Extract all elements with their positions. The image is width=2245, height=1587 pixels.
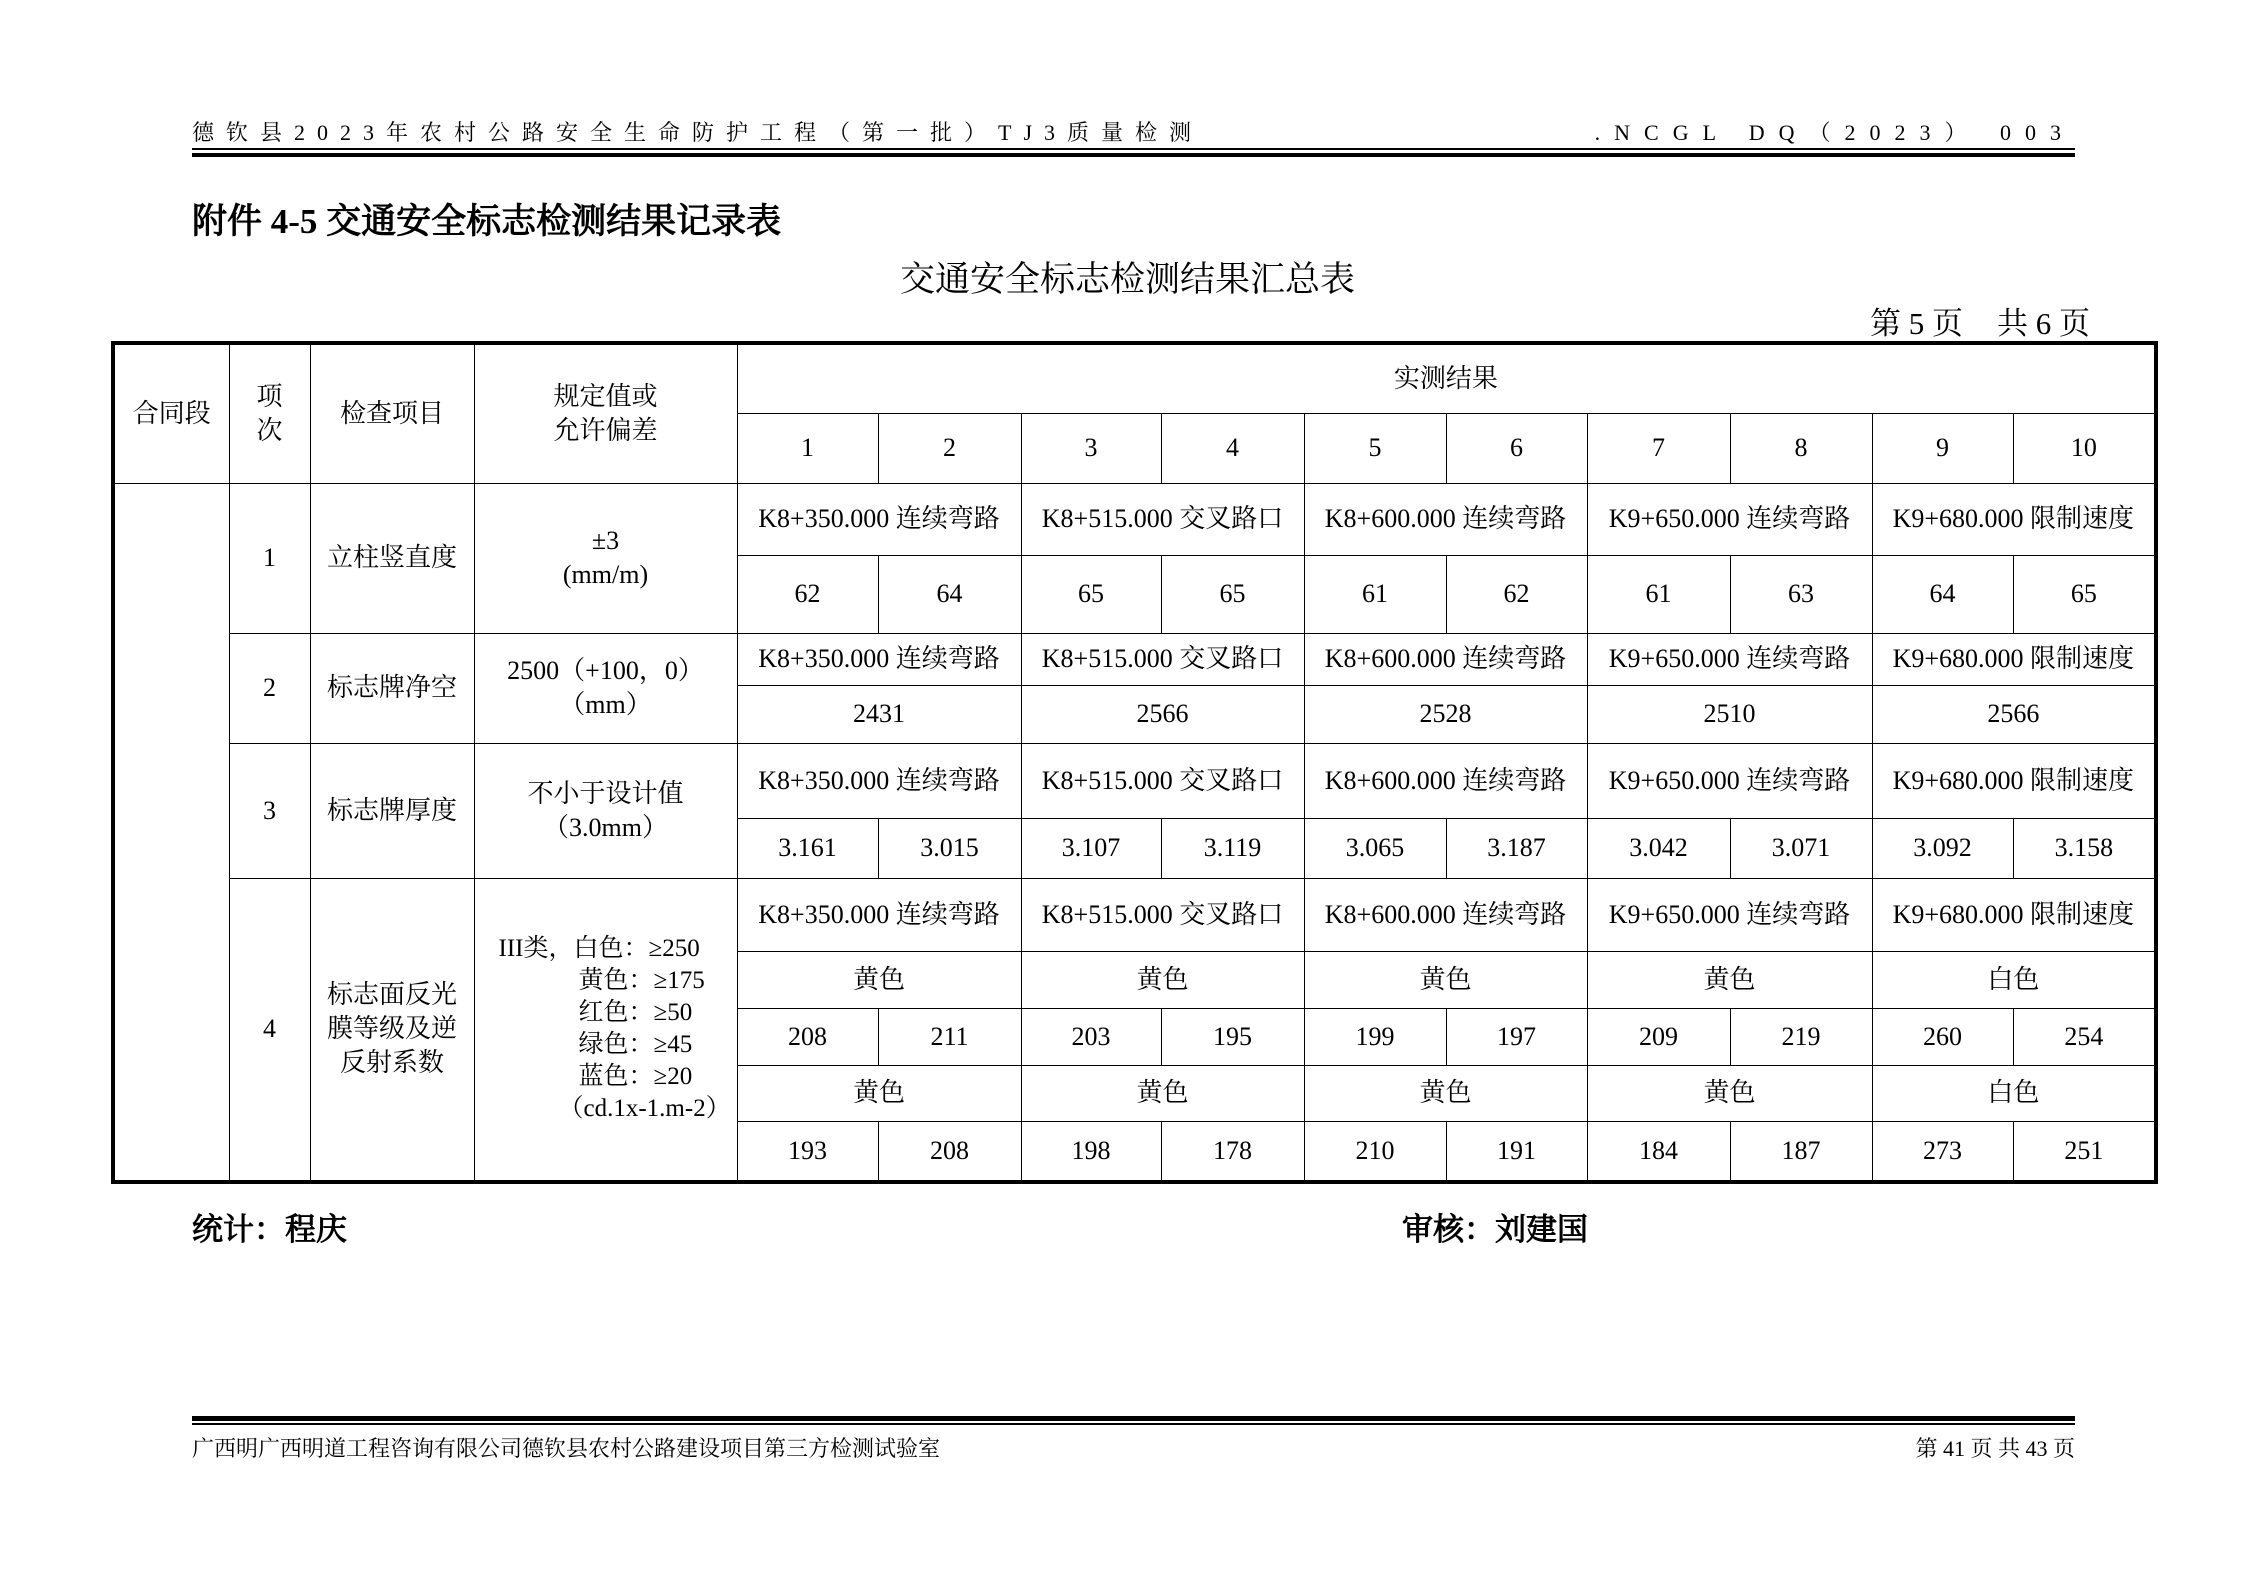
color-cell: 黄色 — [1021, 951, 1304, 1008]
value-cell: 62 — [737, 555, 878, 633]
table-row — [113, 633, 2156, 685]
header-col-1: 1 — [737, 413, 878, 483]
header-project: 德钦县2023年农村公路安全生命防护工程（第一批）TJ3质量检测 — [192, 120, 1204, 145]
value-cell: 65 — [1161, 555, 1304, 633]
header-divider — [192, 148, 2075, 157]
spec-line: （mm） — [559, 690, 652, 719]
location-cell: K8+600.000 连续弯路 — [1304, 878, 1587, 951]
header-section: 合同段 — [113, 343, 229, 483]
spec-line: 不小于设计值 — [527, 778, 684, 808]
value-cell: 62 — [1446, 555, 1587, 633]
item-name: 立柱竖直度 — [310, 483, 474, 633]
value-cell: 209 — [1587, 1008, 1730, 1065]
value-cell: 210 — [1304, 1121, 1446, 1182]
header-col-5: 5 — [1304, 413, 1446, 483]
location-cell: K8+600.000 连续弯路 — [1304, 633, 1587, 685]
spec-line: （cd.1x-1.m-2） — [558, 1095, 731, 1123]
color-cell: 黄色 — [1304, 951, 1587, 1008]
header-col-4: 4 — [1161, 413, 1304, 483]
reviewer-signature: 审核：刘建国 — [1402, 1212, 1588, 1247]
location-cell: K8+600.000 连续弯路 — [1304, 743, 1587, 818]
header-col-2: 2 — [878, 413, 1021, 483]
value-cell: 3.042 — [1587, 818, 1730, 878]
value-cell: 3.158 — [2013, 818, 2156, 878]
value-cell: 208 — [878, 1121, 1021, 1182]
value-cell: 3.065 — [1304, 818, 1446, 878]
spec-line: ±3 — [591, 526, 620, 555]
value-cell: 63 — [1730, 555, 1872, 633]
value-cell: 3.187 — [1446, 818, 1587, 878]
statistician-signature: 统计：程庆 — [192, 1212, 347, 1247]
location-cell: K9+650.000 连续弯路 — [1587, 633, 1872, 685]
value-cell: 208 — [737, 1008, 878, 1065]
value-cell: 3.107 — [1021, 818, 1161, 878]
item-no: 3 — [229, 743, 310, 878]
table-row — [113, 878, 2156, 951]
value-cell: 199 — [1304, 1008, 1446, 1065]
table-row — [113, 743, 2156, 818]
section-cell — [113, 483, 229, 1182]
value-cell: 3.161 — [737, 818, 878, 878]
item-spec — [474, 633, 737, 743]
value-cell: 203 — [1021, 1008, 1161, 1065]
color-cell: 黄色 — [1587, 1065, 1872, 1121]
location-cell: K9+650.000 连续弯路 — [1587, 743, 1872, 818]
value-cell: 64 — [878, 555, 1021, 633]
color-cell: 黄色 — [737, 1065, 1021, 1121]
header-col-9: 9 — [1872, 413, 2013, 483]
header-col-8: 8 — [1730, 413, 1872, 483]
running-header — [192, 116, 2075, 147]
header-col-10: 10 — [2013, 413, 2156, 483]
item-name: 标志牌净空 — [310, 633, 474, 743]
value-cell: 273 — [1872, 1121, 2013, 1182]
page-footer — [192, 1432, 2075, 1463]
value-cell: 3.071 — [1730, 818, 1872, 878]
header-item-no: 项次 — [229, 343, 310, 483]
location-cell: K8+350.000 连续弯路 — [737, 633, 1021, 685]
header-spec: 规定值或允许偏差 — [474, 343, 737, 483]
spec-line: (mm/m) — [562, 560, 649, 589]
annex-title: 附件 4-5 交通安全标志检测结果记录表 — [192, 202, 782, 241]
color-cell: 黄色 — [1587, 951, 1872, 1008]
value-cell: 193 — [737, 1121, 878, 1182]
location-cell: K9+680.000 限制速度 — [1872, 878, 2156, 951]
value-cell: 251 — [2013, 1121, 2156, 1182]
value-cell: 3.015 — [878, 818, 1021, 878]
spec-line: 绿色：≥45 — [578, 1031, 693, 1059]
footer-company: 广西明广西明道工程咨询有限公司德钦县农村公路建设项目第三方检测试验室 — [192, 1436, 941, 1461]
value-cell: 195 — [1161, 1008, 1304, 1065]
footer-page-number: 第 41 页 共 43 页 — [1915, 1436, 2075, 1461]
table-row — [113, 483, 2156, 555]
page-total: 共 6 页 — [1997, 306, 2090, 341]
header-check-item: 检查项目 — [310, 343, 474, 483]
item-no: 1 — [229, 483, 310, 633]
color-cell: 白色 — [1872, 951, 2156, 1008]
value-cell: 211 — [878, 1008, 1021, 1065]
value-cell: 260 — [1872, 1008, 2013, 1065]
table-title: 交通安全标志检测结果汇总表 — [899, 260, 1355, 299]
value-cell: 2510 — [1587, 685, 1872, 743]
header-col-7: 7 — [1587, 413, 1730, 483]
value-cell: 2566 — [1021, 685, 1304, 743]
location-cell: K8+350.000 连续弯路 — [737, 483, 1021, 555]
header-col-3: 3 — [1021, 413, 1161, 483]
item-no: 2 — [229, 633, 310, 743]
spec-line: 蓝色：≥20 — [578, 1063, 693, 1091]
value-cell: 3.119 — [1161, 818, 1304, 878]
value-cell: 2528 — [1304, 685, 1587, 743]
value-cell: 197 — [1446, 1008, 1587, 1065]
location-cell: K8+515.000 交叉路口 — [1021, 483, 1304, 555]
table-row — [113, 343, 2156, 413]
color-cell: 黄色 — [1021, 1065, 1304, 1121]
value-cell: 65 — [2013, 555, 2156, 633]
location-cell: K8+515.000 交叉路口 — [1021, 878, 1304, 951]
location-cell: K9+650.000 连续弯路 — [1587, 878, 1872, 951]
item-spec — [474, 743, 737, 878]
location-cell: K9+680.000 限制速度 — [1872, 743, 2156, 818]
location-cell: K8+350.000 连续弯路 — [737, 743, 1021, 818]
color-cell: 黄色 — [737, 951, 1021, 1008]
value-cell: 61 — [1587, 555, 1730, 633]
value-cell: 178 — [1161, 1121, 1304, 1182]
location-cell: K8+515.000 交叉路口 — [1021, 633, 1304, 685]
footer-divider — [192, 1416, 2075, 1425]
page-current: 第 5 页 — [1870, 306, 1963, 341]
item-spec — [474, 878, 737, 1182]
header-report-no: .NCGL DQ（2023） 003 — [1594, 120, 2075, 145]
value-cell: 191 — [1446, 1121, 1587, 1182]
value-cell: 2431 — [737, 685, 1021, 743]
value-cell: 2566 — [1872, 685, 2156, 743]
location-cell: K8+350.000 连续弯路 — [737, 878, 1021, 951]
value-cell: 184 — [1587, 1121, 1730, 1182]
results-table — [111, 341, 2158, 1184]
header-results: 实测结果 — [737, 343, 2156, 413]
value-cell: 61 — [1304, 555, 1446, 633]
table-page-number — [1836, 298, 2090, 343]
color-cell: 白色 — [1872, 1065, 2156, 1121]
value-cell: 64 — [1872, 555, 2013, 633]
location-cell: K8+600.000 连续弯路 — [1304, 483, 1587, 555]
value-cell: 65 — [1021, 555, 1161, 633]
location-cell: K9+650.000 连续弯路 — [1587, 483, 1872, 555]
location-cell: K9+680.000 限制速度 — [1872, 483, 2156, 555]
item-name: 标志面反光膜等级及逆反射系数 — [310, 878, 474, 1182]
spec-line: 黄色：≥175 — [578, 967, 705, 995]
item-no: 4 — [229, 878, 310, 1182]
spec-line: III类，白色：≥250 — [498, 935, 700, 963]
spec-line: 红色：≥50 — [578, 999, 693, 1027]
value-cell: 3.092 — [1872, 818, 2013, 878]
value-cell: 219 — [1730, 1008, 1872, 1065]
value-cell: 187 — [1730, 1121, 1872, 1182]
item-name: 标志牌厚度 — [310, 743, 474, 878]
spec-line: 2500（+100，0） — [507, 656, 704, 685]
location-cell: K8+515.000 交叉路口 — [1021, 743, 1304, 818]
value-cell: 254 — [2013, 1008, 2156, 1065]
value-cell: 198 — [1021, 1121, 1161, 1182]
item-spec — [474, 483, 737, 633]
header-col-6: 6 — [1446, 413, 1587, 483]
spec-line: （3.0mm） — [543, 812, 668, 842]
color-cell: 黄色 — [1304, 1065, 1587, 1121]
location-cell: K9+680.000 限制速度 — [1872, 633, 2156, 685]
